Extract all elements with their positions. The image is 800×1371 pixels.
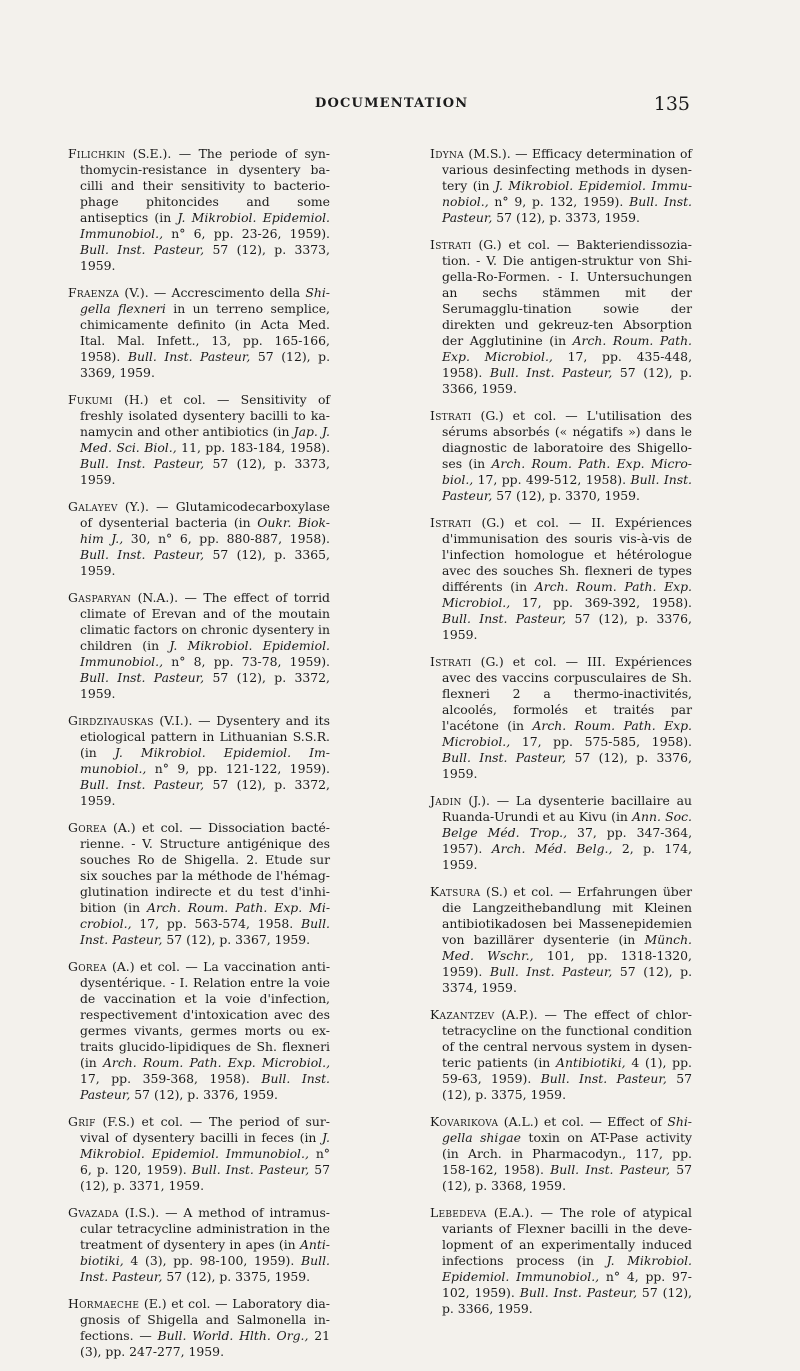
entry-abstract-source: Bull. Inst. Pasteur,: [489, 365, 613, 380]
left-column: [68, 146, 330, 1371]
entry-text: (G.) et col. — Bakteriendissozia-tion. - V. Die antigen-struktur von Shi-gella-Ro-Formen. - I. Untersuchungen an sechs stämmen mit der Serumagglu-tination sowie der direkten und gekreuz-ten Absorption der Agglutinine (in: [442, 237, 692, 348]
entry-details: 11, pp. 183-184, 1958).: [176, 440, 331, 455]
entry-abstract-ref: 57 (12), p. 3370, 1959.: [492, 488, 640, 503]
entry-abstract-ref: 57 (12), p. 3369, 1959.: [80, 349, 331, 380]
entry-abstract-source: Bull. Inst. Pasteur,: [442, 472, 692, 503]
bibliography-entry: [430, 237, 692, 397]
entry-text: (G.) et col. — L'utilisation des sérums absorbés (« négatifs ») dans le diagnostic de laboratoire des Shigello-ses (in: [442, 408, 692, 471]
entry-journal: Arch. Roum. Path. Exp. Mi-crobiol.,: [80, 900, 331, 931]
entry-author: Istrati: [430, 654, 472, 669]
entry-journal: Shi-gella shigae: [442, 1114, 692, 1145]
entry-text: (V.I.). — Dysentery and its etiological pattern in Lithuanian S.S.R. (in: [80, 713, 330, 760]
entry-abstract-ref: 57 (12), p. 3375, 1959.: [442, 1071, 692, 1102]
entry-details: n° 6, p. 120, 1959).: [80, 1146, 330, 1177]
entry-author: Grif: [68, 1114, 96, 1129]
entry-journal: J. Mikrobiol. Epidemiol. Immunobiol.,: [80, 638, 330, 669]
entry-details: n° 4, pp. 97-102, 1959).: [442, 1269, 692, 1300]
entry-text: (H.) et col. — Sensitivity of freshly isolated dysentery bacilli to ka-namycin and other antibiotics (in: [80, 392, 330, 439]
bibliography-entry: [68, 713, 330, 809]
entry-journal: Arch. Roum. Path. Exp. Microbiol.,: [442, 579, 692, 610]
entry-abstract-source: Bull. Inst. Pasteur,: [127, 349, 251, 364]
entry-abstract-ref: 57 (12), p. 3372, 1959.: [80, 777, 330, 808]
entry-details: 17, pp. 369-392, 1958).: [510, 595, 692, 610]
bibliography-entry: [430, 146, 692, 226]
entry-author: Kovarikova: [430, 1114, 499, 1129]
entry-journal: Ann. Soc. Belge Méd. Trop.,: [442, 809, 692, 840]
entry-details: n° 9, p. 132, 1959).: [488, 194, 630, 209]
entry-details: 17, pp. 499-512, 1958).: [473, 472, 631, 487]
entry-abstract-ref: 57 (12), p. 3375, 1959.: [162, 1269, 311, 1284]
page-number: 135: [653, 93, 690, 115]
entry-text: (E.A.). — The role of atypical variants of Flexner bacilli in the deve-lopment of an experimentally induced infections process (in: [442, 1205, 692, 1268]
entry-abstract-source: Bull. Inst. Pasteur,: [442, 611, 567, 626]
entry-abstract-source: Bull. Inst. Pasteur,: [191, 1162, 310, 1177]
entry-abstract-ref: 57 (12), p. 3373, 1959.: [492, 210, 640, 225]
entry-text: (F.S.) et col. — The period of sur-vival of dysentery bacilli in feces (in: [80, 1114, 330, 1145]
bibliography-entry: [430, 654, 692, 782]
entry-author: Gorea: [68, 959, 107, 974]
bibliography-entry: [430, 793, 692, 873]
entry-author: Gasparyan: [68, 590, 132, 605]
entry-details: 101, pp. 1318-1320, 1959).: [442, 948, 692, 979]
entry-author: Fraenza: [68, 285, 120, 300]
entry-abstract-ref: 57 (12), p. 3366, 1959.: [442, 1285, 692, 1316]
entry-abstract-source: Bull. Inst. Pasteur,: [550, 1162, 671, 1177]
entry-abstract-source: Bull. Inst. Pasteur,: [540, 1071, 667, 1086]
entry-abstract-ref: 57 (12), p. 3376, 1959.: [442, 611, 692, 642]
bibliography-entry: [68, 959, 330, 1103]
bibliography-entry: [430, 1205, 692, 1317]
entry-abstract-ref: 57 (12), p. 3373, 1959.: [80, 456, 330, 487]
entry-details: 37, pp. 347-364, 1957).: [442, 825, 693, 856]
entry-author: Istrati: [430, 515, 472, 530]
entry-author: Jadin: [430, 793, 462, 808]
bibliography-entry: [68, 1114, 330, 1194]
entry-author: Idyna: [430, 146, 464, 161]
bibliography-entry: [68, 820, 330, 948]
entry-text: (Y.). — Glutamicodecarboxylase of dysenterial bacteria (in: [80, 499, 330, 530]
entry-author: Istrati: [430, 237, 472, 252]
bibliography-entry: [430, 1114, 692, 1194]
entry-text: (A.P.). — The effect of chlor-tetracycline on the functional condition of the central nervous system in dysen-teric patients (in: [442, 1007, 692, 1070]
bibliography-entry: [430, 515, 692, 643]
entry-text: (A.L.) et col. — Effect of: [498, 1114, 668, 1129]
bibliography-entry: [430, 1007, 692, 1103]
entry-abstract-source: Bull. Inst. Pasteur,: [80, 242, 205, 257]
entry-journal: J. Mikrobiol. Epidemiol. Immu-nobiol.,: [442, 178, 692, 209]
entry-details: in un terreno semplice, chimicamente definito (in Acta Med. Ital. Mal. Infett., 13, pp. 165-166, 1958).: [80, 301, 330, 364]
entry-text: (N.A.). — The effect of torrid climate of Erevan and of the moutain climatic factors on chronic dysentery in children (in: [80, 590, 330, 653]
bibliography-entry: [68, 392, 330, 488]
entry-journal: J. Mikrobiol. Epidemiol. Immunobiol.,: [80, 210, 330, 241]
entry-text: (S.) et col. — Erfahrungen über die Langzeithebandlung mit Kleinen antibiotikadosen bei Massenepidemien von bazillärer dysenterie (in: [442, 884, 692, 947]
entry-abstract-ref: 57 (12), p. 3374, 1959.: [442, 964, 693, 995]
entry-abstract-source: Bull. Inst. Pasteur,: [80, 916, 330, 947]
entry-details: 4 (1), pp. 59-63, 1959).: [442, 1055, 692, 1086]
entry-journal: Anti-biotiki,: [80, 1237, 330, 1268]
entry-journal: Arch. Roum. Path. Exp. Micro-biol.,: [442, 456, 692, 487]
entry-abstract-ref: 57 (12), p. 3376, 1959.: [130, 1087, 278, 1102]
entry-text: (S.E.). — The periode of syn-thomycin-resistance in dysentery ba-cilli and their sensitivity to bacterio-phage phitoncides and some antiseptics (in: [80, 146, 330, 225]
entry-author: Katsura: [430, 884, 481, 899]
entry-abstract-source: Bull. Inst. Pasteur,: [80, 1253, 330, 1284]
bibliography-entry: [68, 285, 330, 381]
entry-author: Gorea: [68, 820, 107, 835]
entry-abstract-source: Arch. Méd. Belg.,: [491, 841, 613, 856]
entry-text: (G.) et col. — III. Expériences avec des vaccins corpusculaires de Sh. flexneri 2 a thermo-inactivités, alcoolés, formolés et traités par l'acétone (in: [442, 654, 692, 733]
entry-details: 17, pp. 563-574, 1958.: [131, 916, 302, 931]
entry-abstract-source: Bull. Inst. Pasteur,: [442, 750, 567, 765]
entry-journal: Arch. Roum. Path. Exp. Microbiol.,: [102, 1055, 331, 1070]
entry-journal: Bull. World. Hlth. Org.,: [157, 1328, 309, 1343]
entry-abstract-ref: 57 (12), p. 3376, 1959.: [442, 750, 692, 781]
entry-author: Lebedeva: [430, 1205, 487, 1220]
entry-text: (E.) et col. — Laboratory dia-gnosis of Shigella and Salmonella in-fections. —: [80, 1296, 330, 1343]
entry-abstract-source: Bull. Inst. Pasteur,: [80, 456, 205, 471]
entry-abstract-source: Bull. Inst. Pasteur,: [80, 670, 205, 685]
entry-abstract-source: Bull. Inst. Pasteur,: [80, 547, 205, 562]
entry-journal: Münch. Med. Wschr.,: [442, 932, 692, 963]
entry-abstract-ref: 57 (12), p. 3368, 1959.: [442, 1162, 693, 1193]
entry-details: 21 (3), pp. 247-277, 1959.: [80, 1328, 330, 1359]
entry-author: Kazantzev: [430, 1007, 495, 1022]
bibliography-entry: [430, 884, 692, 996]
entry-abstract-ref: 57 (12), p. 3373, 1959.: [80, 242, 330, 273]
entry-journal: Antibiotiki,: [556, 1055, 626, 1070]
right-column: [430, 146, 692, 1328]
entry-details: 17, pp. 359-368, 1958).: [80, 1071, 262, 1086]
entry-journal: Shi-gella flexneri: [80, 285, 330, 316]
entry-details: n° 6, pp. 23-26, 1959).: [163, 226, 330, 241]
entry-text: (A.) et col. — La vaccination anti-dysentérique. - I. Relation entre la voie de vaccination et la voie d'infection, respectivement d'intoxication avec des germes vivants, germes morts ou ex-traits glucido-lipidiques de Sh. flexneri (in: [80, 959, 330, 1070]
entry-journal: Arch. Roum. Path. Exp. Microbiol.,: [442, 718, 692, 749]
entry-journal: Arch. Roum. Path. Exp. Microbiol.,: [442, 333, 692, 364]
entry-author: Hormaeche: [68, 1296, 140, 1311]
entry-abstract-ref: 57 (12), p. 3367, 1959.: [162, 932, 311, 947]
entry-author: Galayev: [68, 499, 118, 514]
entry-abstract-source: Bull. Inst. Pasteur,: [80, 777, 205, 792]
entry-journal: J. Mikrobiol. Epidemiol. Immunobiol.,: [80, 1130, 330, 1161]
entry-journal: J. Mikrobiol. Epidemiol. Immunobiol.,: [442, 1253, 692, 1284]
entry-abstract-ref: 57 (12), p. 3372, 1959.: [80, 670, 330, 701]
entry-text: (J.). — La dysenterie bacillaire au Ruanda-Urundi et au Kivu (in: [442, 793, 692, 824]
entry-author: Fukumi: [68, 392, 113, 407]
entry-details: toxin on AT-Pase activity (in Arch. in Pharmacodyn., 117, pp. 158-162, 1958).: [442, 1130, 692, 1177]
entry-author: Istrati: [430, 408, 472, 423]
entry-abstract-source: Bull. Inst. Pasteur,: [80, 1071, 330, 1102]
entry-journal: Jap. J. Med. Sci. Biol.,: [80, 424, 330, 455]
entry-abstract-ref: 57 (12), p. 3365, 1959.: [80, 547, 330, 578]
entry-text: (A.) et col. — Dissociation bacté-rienne. - V. Structure antigénique des souches Ro de Shigella. 2. Etude sur six souches par la méthode de l'hémag-glutination indirecte et du test d'inhi-bition (in: [80, 820, 330, 915]
bibliography-entry: [68, 146, 330, 274]
entry-abstract-ref: 57 (12), p. 3366, 1959.: [442, 365, 693, 396]
entry-text: (M.S.). — Efficacy determination of various desinfecting methods in dysen-tery (in: [442, 146, 692, 193]
entry-text: (I.S.). — A method of intramus-cular tetracycline administration in the treatment of dysentery in apes (in: [80, 1205, 330, 1252]
entry-journal: Oukr. Biok-him J.,: [80, 515, 330, 546]
entry-abstract-ref: 2, p. 174, 1959.: [442, 841, 692, 872]
entry-details: 17, pp. 435-448, 1958).: [442, 349, 693, 380]
entry-text: (V.). — Accrescimento della: [119, 285, 306, 300]
entry-author: Gvazada: [68, 1205, 119, 1220]
entry-abstract-source: Bull. Inst. Pasteur,: [489, 964, 613, 979]
bibliography-entry: [430, 408, 692, 504]
entry-details: 4 (3), pp. 98-100, 1959).: [123, 1253, 302, 1268]
entry-abstract-source: Bull. Inst. Pasteur,: [519, 1285, 638, 1300]
running-title: DOCUMENTATION: [315, 96, 469, 111]
entry-details: n° 8, pp. 73-78, 1959).: [163, 654, 330, 669]
bibliography-entry: [68, 499, 330, 579]
entry-details: 17, pp. 575-585, 1958).: [510, 734, 692, 749]
entry-journal: J. Mikrobiol. Epidemiol. Im-munobiol.,: [80, 745, 330, 776]
entry-details: 30, n° 6, pp. 880-887, 1958).: [123, 531, 330, 546]
bibliography-entry: [68, 590, 330, 702]
entry-author: Girdziyauskas: [68, 713, 154, 728]
running-head: [125, 93, 690, 120]
entry-abstract-ref: 57 (12), p. 3371, 1959.: [80, 1162, 330, 1193]
entry-abstract-source: Bull. Inst. Pasteur,: [442, 194, 692, 225]
bibliography-entry: [68, 1296, 330, 1360]
entry-details: n° 9, pp. 121-122, 1959).: [146, 761, 330, 776]
entry-author: Filichkin: [68, 146, 126, 161]
entry-text: (G.) et col. — II. Expériences d'immunisation des souris vis-à-vis de l'infection homologue et hétérologue avec des souches Sh. flexneri de types différents (in: [442, 515, 692, 594]
bibliography-entry: [68, 1205, 330, 1285]
